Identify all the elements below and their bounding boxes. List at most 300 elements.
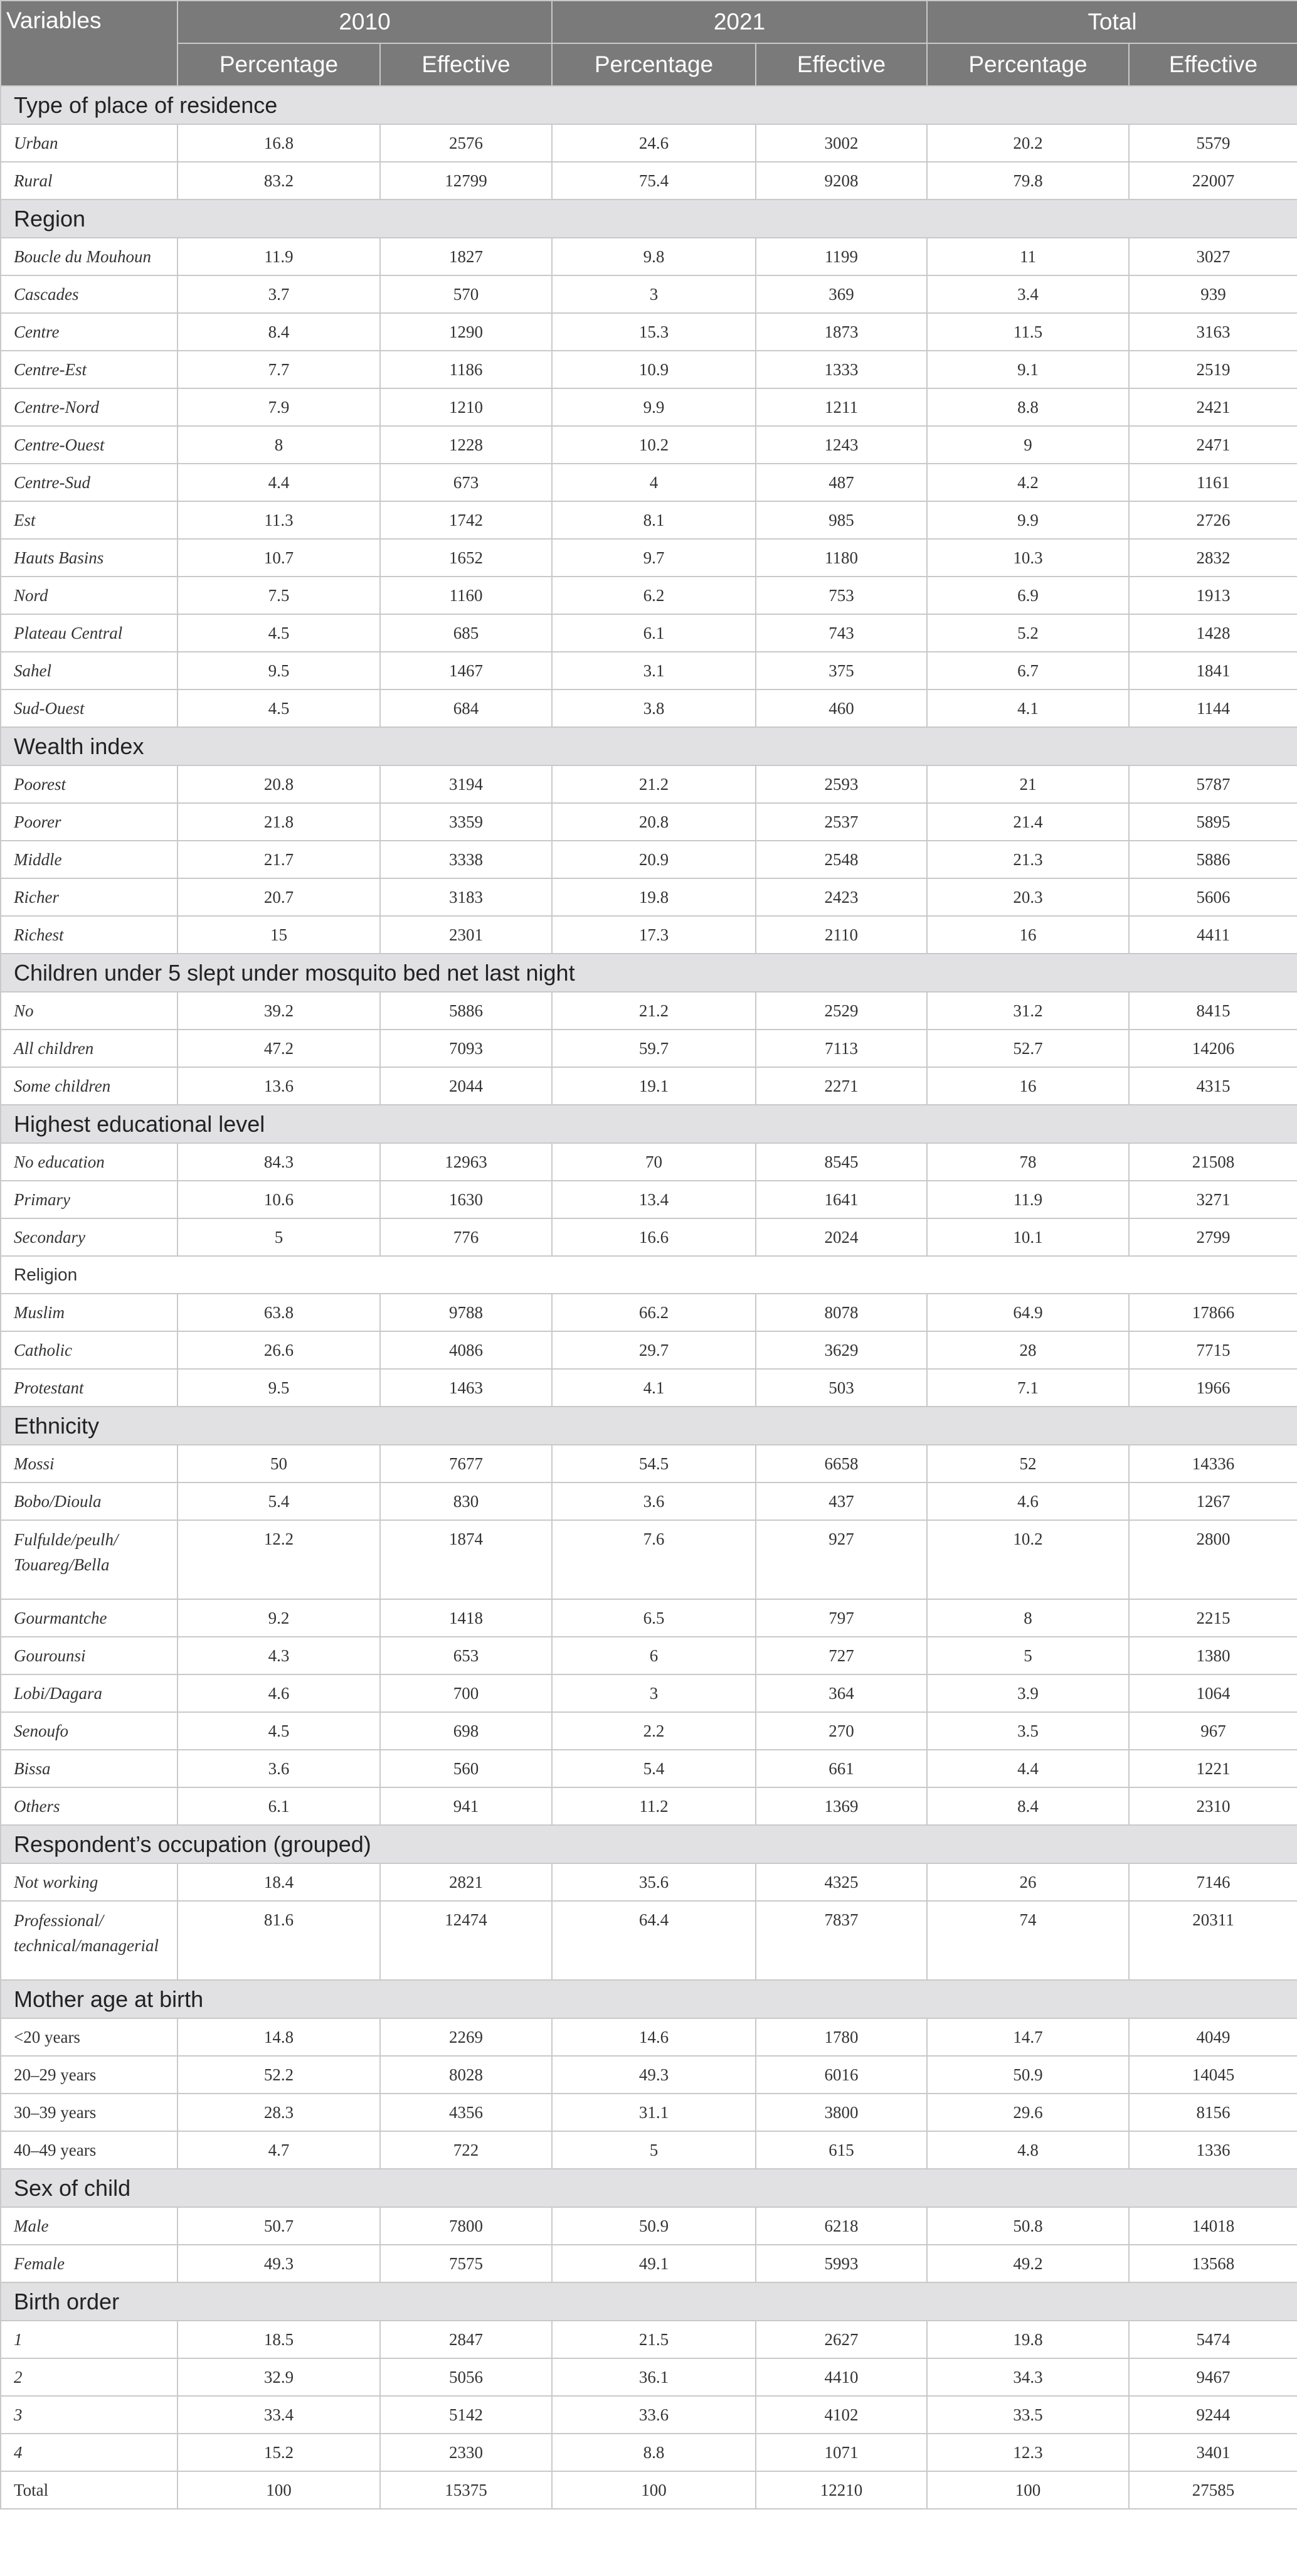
cell-percentage: 9.7: [552, 539, 756, 577]
cell-percentage: 9.5: [177, 652, 380, 689]
table-row: [1, 992, 1297, 1030]
cell-percentage: 3.1: [552, 652, 756, 689]
cell-percentage: 11.9: [927, 1181, 1129, 1218]
cell-effective: 7715: [1129, 1331, 1297, 1369]
table-row: [1, 2207, 1297, 2245]
cell-percentage: 16: [927, 916, 1129, 954]
cell-effective: 1211: [756, 388, 927, 426]
cell-percentage: 18.4: [177, 1863, 380, 1901]
section-row: [1, 1105, 1297, 1143]
cell-percentage: 8: [927, 1599, 1129, 1637]
cell-percentage: 11.9: [177, 238, 380, 275]
cell-percentage: 16: [927, 1067, 1129, 1105]
cell-percentage: 26: [927, 1863, 1129, 1901]
cell-percentage: 75.4: [552, 162, 756, 200]
cell-effective: 7093: [380, 1030, 552, 1067]
cell-percentage: 3.8: [552, 689, 756, 727]
table-row: [1, 2056, 1297, 2094]
cell-effective: 1630: [380, 1181, 552, 1218]
header-total: Total: [927, 1, 1297, 43]
section-row: [1, 727, 1297, 765]
table-row: [1, 275, 1297, 313]
cell-percentage: 4.1: [927, 689, 1129, 727]
cell-effective: 560: [380, 1750, 552, 1787]
cell-effective: 17866: [1129, 1294, 1297, 1331]
row-label: Lobi/Dagara: [1, 1674, 177, 1712]
cell-percentage: 28.3: [177, 2094, 380, 2131]
cell-effective: 1333: [756, 351, 927, 388]
cell-effective: 460: [756, 689, 927, 727]
cell-effective: 2548: [756, 841, 927, 878]
cell-effective: 967: [1129, 1712, 1297, 1750]
cell-effective: 7113: [756, 1030, 927, 1067]
section-title: Highest educational level: [1, 1105, 1297, 1143]
cell-effective: 1186: [380, 351, 552, 388]
cell-percentage: 29.6: [927, 2094, 1129, 2131]
cell-effective: 5579: [1129, 124, 1297, 162]
cell-effective: 2529: [756, 992, 927, 1030]
cell-percentage: 4.5: [177, 614, 380, 652]
cell-percentage: 6.7: [927, 652, 1129, 689]
cell-percentage: 13.6: [177, 1067, 380, 1105]
cell-effective: 4325: [756, 1863, 927, 1901]
cell-effective: 8156: [1129, 2094, 1297, 2131]
section-title: Respondent’s occupation (grouped): [1, 1825, 1297, 1863]
cell-effective: 7575: [380, 2245, 552, 2282]
cell-percentage: 52: [927, 1445, 1129, 1482]
cell-effective: 375: [756, 652, 927, 689]
row-label: Fulfulde/peulh/ Touareg/Bella: [1, 1520, 177, 1599]
row-label: Male: [1, 2207, 177, 2245]
cell-percentage: 63.8: [177, 1294, 380, 1331]
cell-effective: 700: [380, 1674, 552, 1712]
table-row: [1, 1218, 1297, 1256]
cell-percentage: 50.8: [927, 2207, 1129, 2245]
cell-effective: 14045: [1129, 2056, 1297, 2094]
cell-effective: 3002: [756, 124, 927, 162]
cell-effective: 2301: [380, 916, 552, 954]
table-row: [1, 652, 1297, 689]
row-label: Sahel: [1, 652, 177, 689]
cell-percentage: 3.9: [927, 1674, 1129, 1712]
cell-effective: 776: [380, 1218, 552, 1256]
cell-effective: 2310: [1129, 1787, 1297, 1825]
cell-effective: 2832: [1129, 539, 1297, 577]
section-title: Region: [1, 200, 1297, 238]
cell-percentage: 20.7: [177, 878, 380, 916]
cell-percentage: 16.8: [177, 124, 380, 162]
header-effective: Effective: [380, 43, 552, 86]
cell-percentage: 64.4: [552, 1901, 756, 1980]
cell-effective: 8028: [380, 2056, 552, 2094]
row-label: Bobo/Dioula: [1, 1482, 177, 1520]
cell-effective: 1267: [1129, 1482, 1297, 1520]
cell-percentage: 54.5: [552, 1445, 756, 1482]
section-title: Children under 5 slept under mosquito bed net last night: [1, 954, 1297, 992]
cell-effective: 15375: [380, 2471, 552, 2509]
row-label: Centre-Ouest: [1, 426, 177, 464]
cell-effective: 2519: [1129, 351, 1297, 388]
cell-percentage: 3.6: [177, 1750, 380, 1787]
header-percentage: Percentage: [927, 43, 1129, 86]
row-label: Hauts Basins: [1, 539, 177, 577]
cell-percentage: 9.9: [927, 501, 1129, 539]
cell-percentage: 6: [552, 1637, 756, 1674]
row-label: Plateau Central: [1, 614, 177, 652]
row-label: Middle: [1, 841, 177, 878]
cell-percentage: 15.3: [552, 313, 756, 351]
cell-effective: 4411: [1129, 916, 1297, 954]
table-body: [1, 86, 1297, 2509]
row-label: Not working: [1, 1863, 177, 1901]
cell-effective: 727: [756, 1637, 927, 1674]
row-label: Urban: [1, 124, 177, 162]
cell-percentage: 100: [177, 2471, 380, 2509]
table-row: [1, 539, 1297, 577]
cell-percentage: 4.4: [177, 464, 380, 501]
cell-effective: 1827: [380, 238, 552, 275]
cell-percentage: 16.6: [552, 1218, 756, 1256]
cell-percentage: 8: [177, 426, 380, 464]
cell-percentage: 83.2: [177, 162, 380, 200]
table-row: [1, 1181, 1297, 1218]
cell-effective: 5606: [1129, 878, 1297, 916]
row-label: Centre-Sud: [1, 464, 177, 501]
table-row: [1, 2396, 1297, 2434]
header-effective: Effective: [756, 43, 927, 86]
cell-effective: 2110: [756, 916, 927, 954]
cell-effective: 22007: [1129, 162, 1297, 200]
cell-percentage: 5.4: [177, 1482, 380, 1520]
cell-percentage: 9: [927, 426, 1129, 464]
cell-effective: 369: [756, 275, 927, 313]
row-label: Richest: [1, 916, 177, 954]
cell-effective: 1780: [756, 2018, 927, 2056]
cell-effective: 5895: [1129, 803, 1297, 841]
cell-effective: 437: [756, 1482, 927, 1520]
cell-effective: 12474: [380, 1901, 552, 1980]
cell-percentage: 10.9: [552, 351, 756, 388]
cell-effective: 20311: [1129, 1901, 1297, 1980]
cell-effective: 2593: [756, 765, 927, 803]
cell-effective: 2044: [380, 1067, 552, 1105]
cell-effective: 653: [380, 1637, 552, 1674]
cell-percentage: 8.4: [927, 1787, 1129, 1825]
cell-percentage: 10.7: [177, 539, 380, 577]
cell-effective: 1966: [1129, 1369, 1297, 1407]
table-row: [1, 2094, 1297, 2131]
section-title: Wealth index: [1, 727, 1297, 765]
cell-percentage: 6.5: [552, 1599, 756, 1637]
cell-effective: 1841: [1129, 652, 1297, 689]
table-row: [1, 1143, 1297, 1181]
table-header: [1, 1, 1297, 86]
cell-effective: 1428: [1129, 614, 1297, 652]
row-label: Senoufo: [1, 1712, 177, 1750]
cell-percentage: 70: [552, 1143, 756, 1181]
cell-percentage: 3: [552, 1674, 756, 1712]
table-row: [1, 1863, 1297, 1901]
row-label: 20–29 years: [1, 2056, 177, 2094]
section-title: Sex of child: [1, 2169, 1297, 2207]
table-row: [1, 464, 1297, 501]
cell-percentage: 21: [927, 765, 1129, 803]
cell-effective: 753: [756, 577, 927, 614]
cell-effective: 2627: [756, 2321, 927, 2358]
cell-percentage: 100: [552, 2471, 756, 2509]
row-label: Protestant: [1, 1369, 177, 1407]
header-percentage: Percentage: [177, 43, 380, 86]
cell-percentage: 7.1: [927, 1369, 1129, 1407]
header-percentage: Percentage: [552, 43, 756, 86]
row-label: Rural: [1, 162, 177, 200]
cell-effective: 14018: [1129, 2207, 1297, 2245]
cell-effective: 9788: [380, 1294, 552, 1331]
cell-effective: 1336: [1129, 2131, 1297, 2169]
section-title: Birth order: [1, 2282, 1297, 2321]
cell-percentage: 24.6: [552, 124, 756, 162]
cell-effective: 1199: [756, 238, 927, 275]
cell-effective: 503: [756, 1369, 927, 1407]
table-row: [1, 124, 1297, 162]
cell-effective: 570: [380, 275, 552, 313]
cell-effective: 1228: [380, 426, 552, 464]
cell-percentage: 12.2: [177, 1520, 380, 1599]
cell-percentage: 13.4: [552, 1181, 756, 1218]
row-label: 3: [1, 2396, 177, 2434]
table-row: [1, 2434, 1297, 2471]
cell-effective: 2576: [380, 124, 552, 162]
cell-effective: 685: [380, 614, 552, 652]
cell-effective: 27585: [1129, 2471, 1297, 2509]
cell-percentage: 35.6: [552, 1863, 756, 1901]
cell-effective: 2423: [756, 878, 927, 916]
row-label: Poorest: [1, 765, 177, 803]
cell-percentage: 4.5: [177, 689, 380, 727]
row-label: Nord: [1, 577, 177, 614]
cell-percentage: 3: [552, 275, 756, 313]
table-row: [1, 2471, 1297, 2509]
cell-percentage: 8.8: [552, 2434, 756, 2471]
cell-percentage: 29.7: [552, 1331, 756, 1369]
table-row: [1, 1067, 1297, 1105]
cell-effective: 2800: [1129, 1520, 1297, 1599]
cell-effective: 1369: [756, 1787, 927, 1825]
cell-percentage: 17.3: [552, 916, 756, 954]
cell-percentage: 4.3: [177, 1637, 380, 1674]
cell-percentage: 84.3: [177, 1143, 380, 1181]
cell-percentage: 4.7: [177, 2131, 380, 2169]
row-label: 1: [1, 2321, 177, 2358]
cell-percentage: 14.7: [927, 2018, 1129, 2056]
row-label: 4: [1, 2434, 177, 2471]
table-row: [1, 1787, 1297, 1825]
row-label: Cascades: [1, 275, 177, 313]
cell-effective: 1742: [380, 501, 552, 539]
cell-effective: 8545: [756, 1143, 927, 1181]
cell-effective: 1161: [1129, 464, 1297, 501]
row-label: Catholic: [1, 1331, 177, 1369]
cell-percentage: 15.2: [177, 2434, 380, 2471]
cell-effective: 2847: [380, 2321, 552, 2358]
header-year-2021: 2021: [552, 1, 927, 43]
cell-percentage: 12.3: [927, 2434, 1129, 2471]
cell-percentage: 20.2: [927, 124, 1129, 162]
row-label: Muslim: [1, 1294, 177, 1331]
cell-effective: 5474: [1129, 2321, 1297, 2358]
table-row: [1, 1637, 1297, 1674]
row-label: No education: [1, 1143, 177, 1181]
cell-percentage: 6.1: [552, 614, 756, 652]
cell-effective: 797: [756, 1599, 927, 1637]
row-label: Mossi: [1, 1445, 177, 1482]
cell-effective: 3629: [756, 1331, 927, 1369]
table-row: [1, 501, 1297, 539]
cell-percentage: 49.1: [552, 2245, 756, 2282]
cell-effective: 3183: [380, 878, 552, 916]
table-row: [1, 1482, 1297, 1520]
cell-effective: 1210: [380, 388, 552, 426]
table-row: [1, 1369, 1297, 1407]
cell-effective: 722: [380, 2131, 552, 2169]
section-row: [1, 2169, 1297, 2207]
cell-percentage: 5.2: [927, 614, 1129, 652]
cell-effective: 1873: [756, 313, 927, 351]
cell-percentage: 10.1: [927, 1218, 1129, 1256]
cell-effective: 3027: [1129, 238, 1297, 275]
cell-effective: 1641: [756, 1181, 927, 1218]
table-row: [1, 803, 1297, 841]
cell-percentage: 10.2: [552, 426, 756, 464]
cell-percentage: 5: [927, 1637, 1129, 1674]
section-row: [1, 954, 1297, 992]
cell-percentage: 74: [927, 1901, 1129, 1980]
table-row: [1, 1520, 1297, 1599]
cell-percentage: 100: [927, 2471, 1129, 2509]
cell-effective: 4315: [1129, 1067, 1297, 1105]
table-row: [1, 2018, 1297, 2056]
cell-effective: 12210: [756, 2471, 927, 2509]
table-row: [1, 2131, 1297, 2169]
cell-effective: 487: [756, 464, 927, 501]
cell-percentage: 18.5: [177, 2321, 380, 2358]
cell-percentage: 59.7: [552, 1030, 756, 1067]
cell-percentage: 39.2: [177, 992, 380, 1030]
cell-percentage: 21.3: [927, 841, 1129, 878]
row-label: Primary: [1, 1181, 177, 1218]
cell-effective: 2537: [756, 803, 927, 841]
cell-effective: 1180: [756, 539, 927, 577]
cell-percentage: 10.6: [177, 1181, 380, 1218]
cell-effective: 661: [756, 1750, 927, 1787]
cell-percentage: 11: [927, 238, 1129, 275]
cell-percentage: 52.7: [927, 1030, 1129, 1067]
cell-effective: 1874: [380, 1520, 552, 1599]
cell-percentage: 19.8: [927, 2321, 1129, 2358]
table-row: [1, 577, 1297, 614]
cell-effective: 6658: [756, 1445, 927, 1482]
cell-percentage: 19.1: [552, 1067, 756, 1105]
cell-percentage: 20.8: [177, 765, 380, 803]
cell-percentage: 20.8: [552, 803, 756, 841]
table-row: [1, 1331, 1297, 1369]
cell-effective: 12799: [380, 162, 552, 200]
header-effective: Effective: [1129, 43, 1297, 86]
row-label: 2: [1, 2358, 177, 2396]
cell-percentage: 78: [927, 1143, 1129, 1181]
cell-effective: 1913: [1129, 577, 1297, 614]
cell-percentage: 8.1: [552, 501, 756, 539]
cell-percentage: 7.9: [177, 388, 380, 426]
cell-percentage: 28: [927, 1331, 1129, 1369]
cell-percentage: 3.6: [552, 1482, 756, 1520]
section-row: [1, 2282, 1297, 2321]
cell-effective: 698: [380, 1712, 552, 1750]
table-row: [1, 388, 1297, 426]
cell-effective: 5993: [756, 2245, 927, 2282]
row-label: 40–49 years: [1, 2131, 177, 2169]
cell-effective: 14336: [1129, 1445, 1297, 1482]
cell-effective: 1380: [1129, 1637, 1297, 1674]
table-row: [1, 162, 1297, 200]
cell-effective: 1290: [380, 313, 552, 351]
cell-percentage: 49.3: [552, 2056, 756, 2094]
cell-percentage: 11.5: [927, 313, 1129, 351]
cell-effective: 3338: [380, 841, 552, 878]
cell-percentage: 32.9: [177, 2358, 380, 2396]
cell-effective: 1071: [756, 2434, 927, 2471]
cell-percentage: 50: [177, 1445, 380, 1482]
cell-effective: 1652: [380, 539, 552, 577]
cell-effective: 1418: [380, 1599, 552, 1637]
row-label: Richer: [1, 878, 177, 916]
row-label: No: [1, 992, 177, 1030]
cell-percentage: 4: [552, 464, 756, 501]
row-label: Others: [1, 1787, 177, 1825]
cell-percentage: 8.4: [177, 313, 380, 351]
cell-percentage: 50.9: [927, 2056, 1129, 2094]
cell-effective: 8415: [1129, 992, 1297, 1030]
row-label: Est: [1, 501, 177, 539]
row-label: <20 years: [1, 2018, 177, 2056]
cell-percentage: 52.2: [177, 2056, 380, 2094]
cell-percentage: 11.2: [552, 1787, 756, 1825]
header-variables: Variables: [1, 1, 177, 86]
cell-percentage: 5: [552, 2131, 756, 2169]
cell-percentage: 49.3: [177, 2245, 380, 2282]
cell-effective: 2024: [756, 1218, 927, 1256]
cell-effective: 3359: [380, 803, 552, 841]
cell-effective: 4049: [1129, 2018, 1297, 2056]
cell-percentage: 3.7: [177, 275, 380, 313]
cell-effective: 4102: [756, 2396, 927, 2434]
table-row: [1, 1445, 1297, 1482]
cell-percentage: 4.5: [177, 1712, 380, 1750]
cell-percentage: 21.2: [552, 992, 756, 1030]
row-label: Gourounsi: [1, 1637, 177, 1674]
section-title: Ethnicity: [1, 1407, 1297, 1445]
row-label: Gourmantche: [1, 1599, 177, 1637]
cell-percentage: 50.7: [177, 2207, 380, 2245]
cell-effective: 4086: [380, 1331, 552, 1369]
cell-percentage: 3.5: [927, 1712, 1129, 1750]
header-year-2010: 2010: [177, 1, 552, 43]
cell-effective: 3271: [1129, 1181, 1297, 1218]
section-row: [1, 1980, 1297, 2018]
table-row: [1, 238, 1297, 275]
cell-percentage: 15: [177, 916, 380, 954]
cell-effective: 1144: [1129, 689, 1297, 727]
